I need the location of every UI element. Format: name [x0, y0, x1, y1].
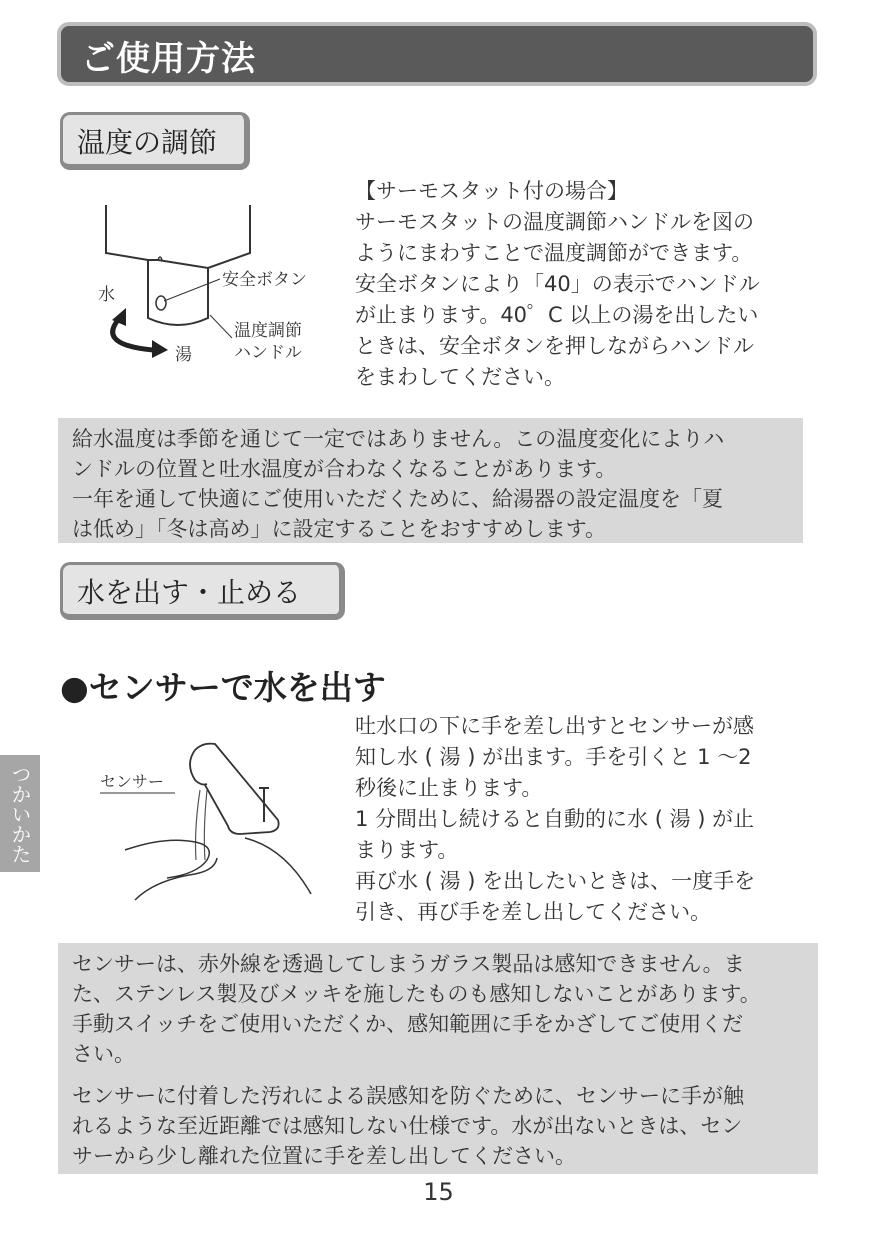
text-line: ときは、安全ボタンを押しながらハンドル: [355, 334, 754, 358]
page-number: 15: [423, 1178, 454, 1206]
temperature-description: [355, 176, 760, 393]
text-line: 一年を通して快適にご使用いただくために、給湯器の設定温度を「夏: [72, 487, 723, 511]
page-title-bar: [57, 22, 817, 86]
text-line: 引き、再び手を差し出してください。: [355, 900, 712, 924]
label-water: 水: [98, 285, 115, 305]
sensor-faucet-illustration: [95, 730, 325, 910]
text-line: まります。: [355, 838, 459, 862]
text-line: センサーに付着した汚れによる誤感知を防ぐために、センサーに手が触: [72, 1084, 744, 1108]
side-tab: つかいかた: [0, 755, 40, 872]
sensor-note: [58, 943, 818, 1174]
text-line: 給水温度は季節を通じて一定ではありません。この温度変化によりハ: [72, 427, 725, 451]
text-line: 手動スイッチをご使用いただくか、感知範囲に手をかざしてご使用くだ: [72, 1012, 744, 1036]
text-line: た、ステンレス製及びメッキを施したものも感知しないことがあります。: [72, 982, 761, 1006]
text-line: 秒後に止まります。: [355, 776, 543, 800]
section-heading-temperature: [60, 112, 250, 170]
text-line: れるような至近距離では感知しない仕様です。水が出ないときは、セン: [72, 1114, 743, 1138]
text-line: 再び水 ( 湯 ) を出したいときは、一度手を: [355, 869, 756, 893]
text-line: が止まります。40゜C 以上の湯を出したい: [355, 303, 759, 327]
label-safety-button: 安全ボタン: [222, 270, 307, 290]
section-heading-text: 温度の調節: [77, 126, 218, 159]
text-line: ようにまわすことで温度調節ができます。: [355, 241, 753, 265]
text-line: サーモスタットの温度調節ハンドルを図の: [355, 210, 754, 234]
text-line: センサーは、赤外線を透過してしまうガラス製品は感知できません。ま: [72, 952, 745, 976]
text-line: 吐水口の下に手を差し出すとセンサーが感: [355, 714, 754, 738]
page-title: ご使用方法: [81, 39, 256, 79]
text-line: ンドルの位置と吐水温度が合わなくなることがあります。: [72, 457, 617, 481]
rotation-arrow-icon: [113, 320, 153, 350]
subheading-sensor: ●センサーで水を出す: [60, 668, 386, 707]
label-handle-1: 温度調節: [234, 321, 302, 341]
sensor-description: [355, 711, 755, 928]
text-line: 知し水 ( 湯 ) が出ます。手を引くと 1 ～2: [355, 745, 752, 769]
temperature-note: [58, 418, 803, 543]
text-line: 1 分間出し続けると自動的に水 ( 湯 ) が止: [355, 807, 755, 831]
text-line: サーから少し離れた位置に手を差し出してください。: [72, 1144, 576, 1168]
text-line: さい。: [72, 1042, 135, 1066]
label-hot: 湯: [175, 345, 192, 365]
text-line: 安全ボタンにより「40」の表示でハンドル: [355, 272, 760, 296]
section-heading-text: 水を出す・止める: [77, 576, 302, 609]
section-heading-water: [60, 562, 345, 620]
thermostat-handle-illustration: [60, 180, 340, 380]
text-line: をまわしてください。: [355, 365, 565, 389]
text-line: は低め」「冬は高め」に設定することをおすすめします。: [72, 517, 607, 541]
label-handle-2: ハンドル: [234, 343, 302, 363]
text-line: 【サーモスタット付の場合】: [355, 179, 628, 203]
label-sensor: センサー: [100, 772, 165, 791]
